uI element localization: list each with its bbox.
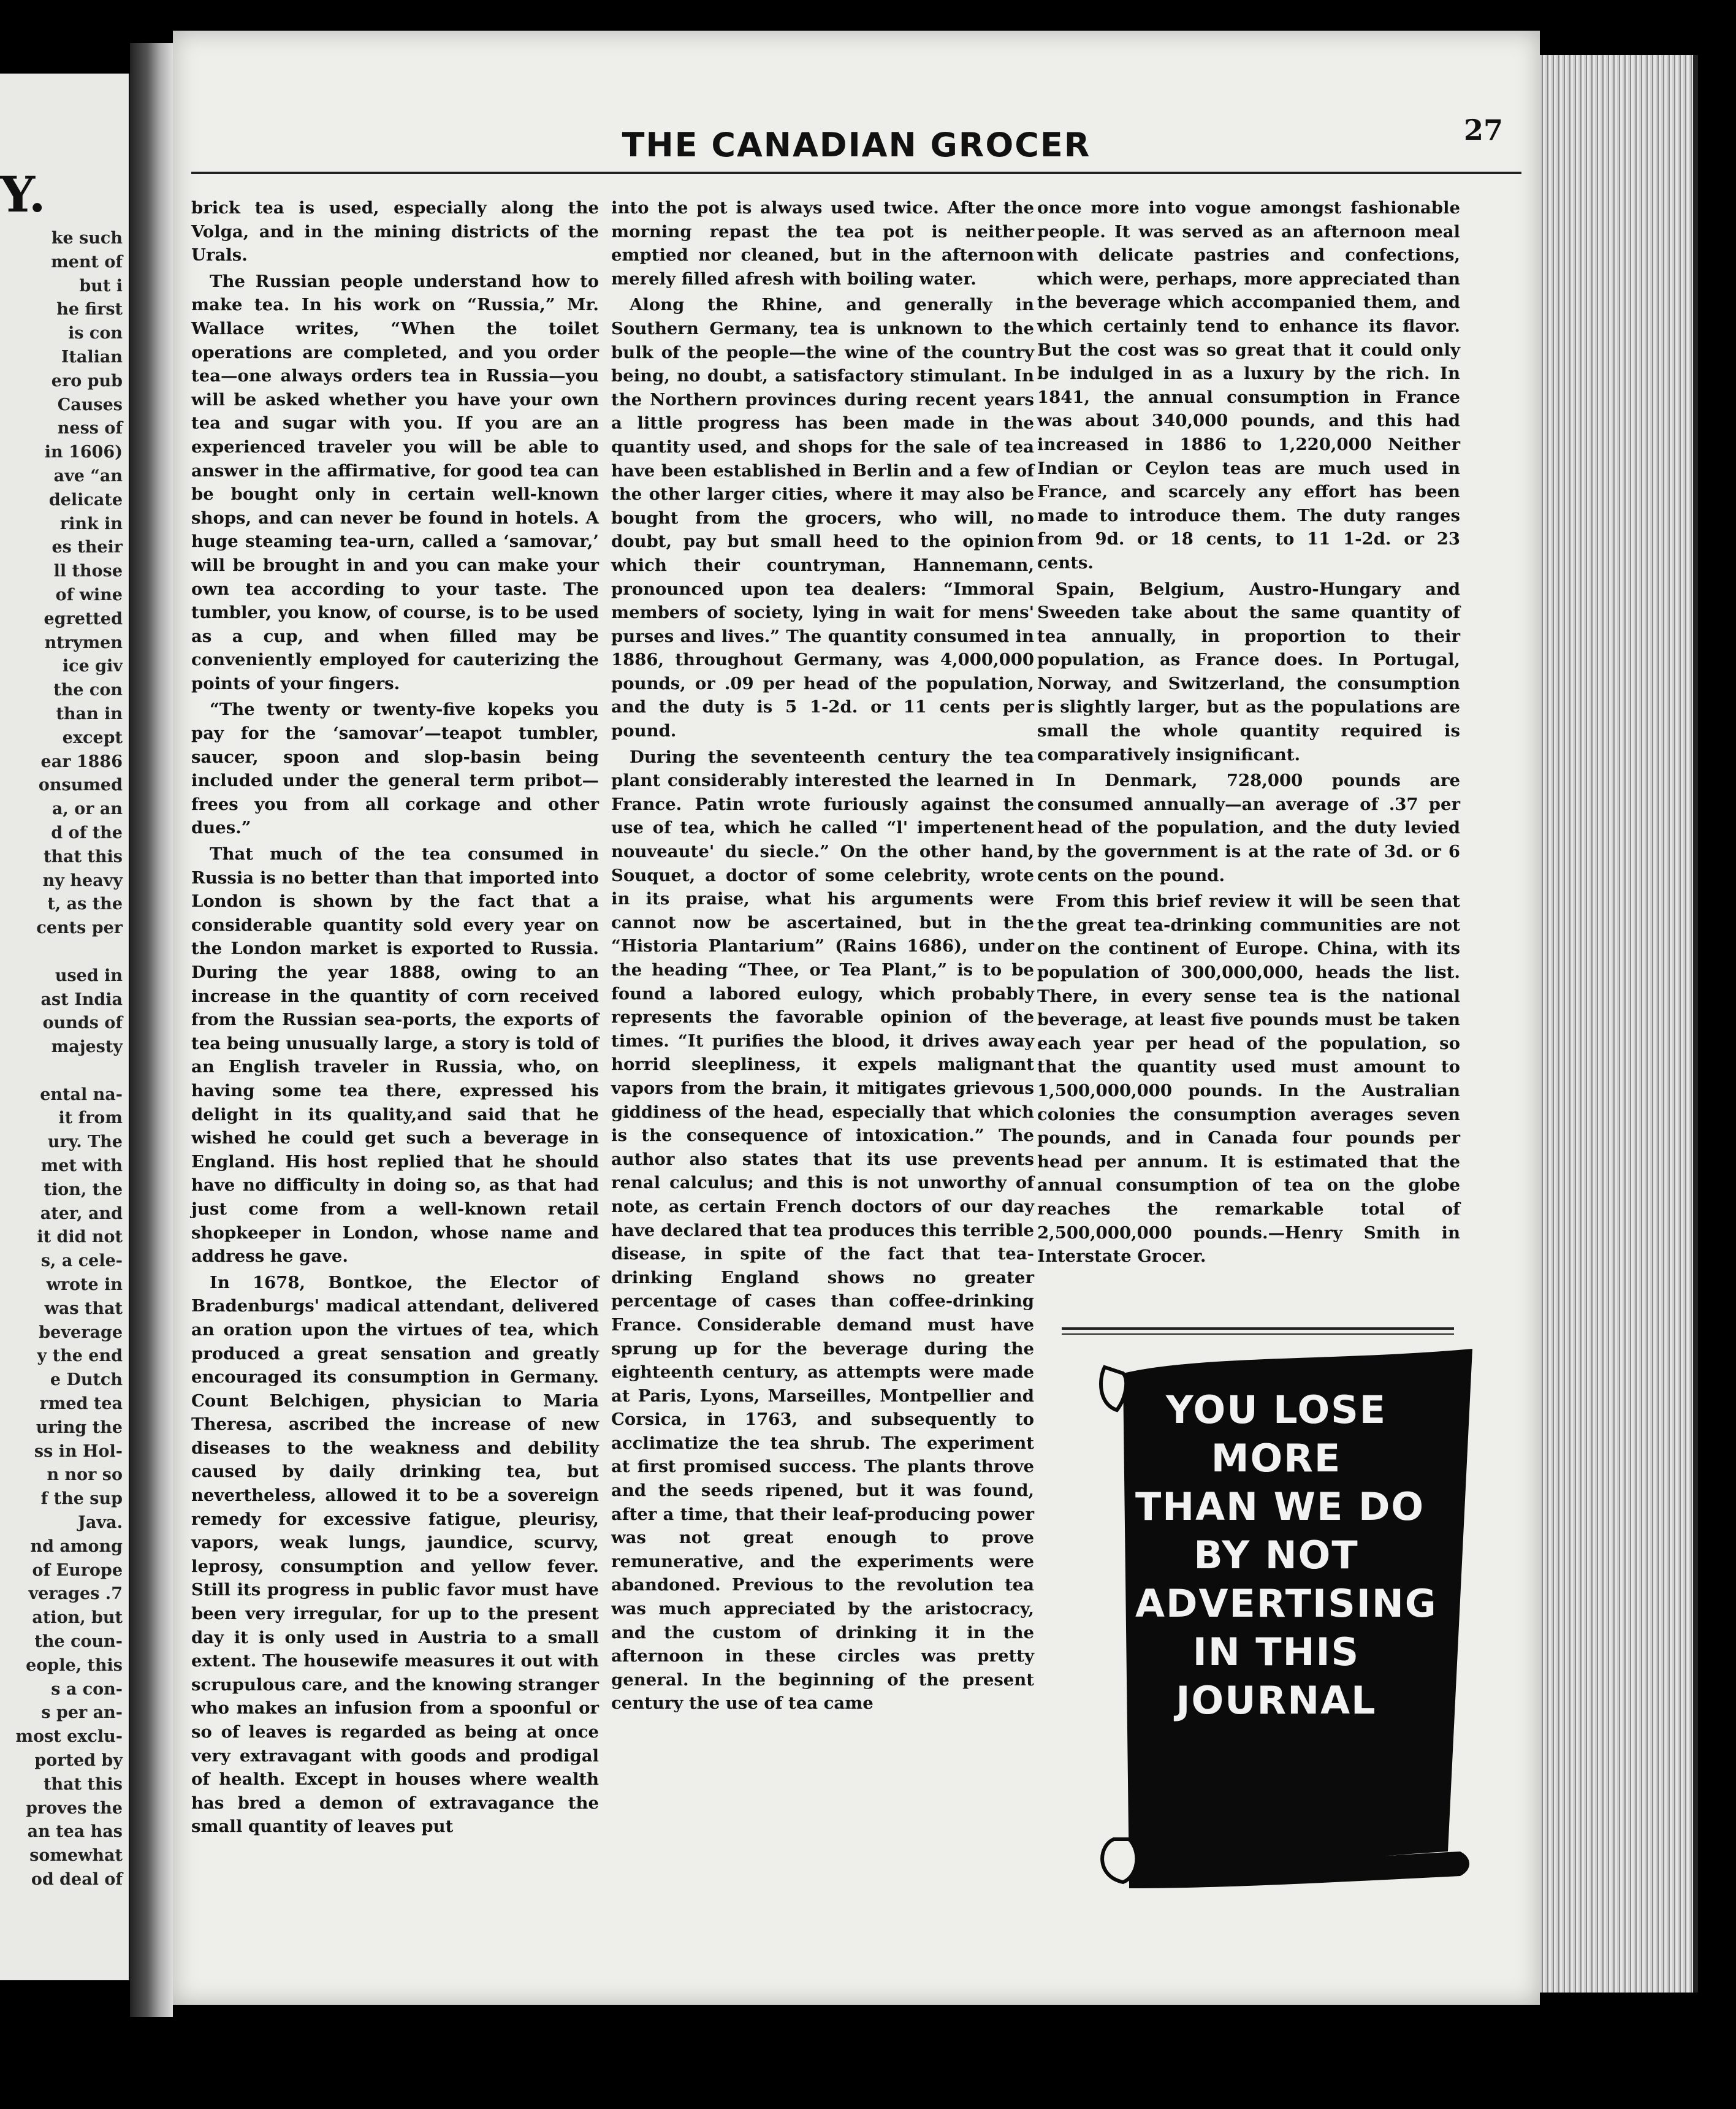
ad-line: ADVERTISING bbox=[1135, 1581, 1437, 1626]
paragraph: Along the Rhine, and generally in Southern Germany, tea is unknown to the bulk of the people—the wine of the country being, no doubt, a satisfactory stimulant. In the Northern provinces during recent years a little progress has been made in the quantity used, and shops for the sale of tea have been established in Berlin and a few of the other larger cities, where it may also be bought from the grocers, who will, no doubt, pay but small heed to the opinion which their countryman, Hannemann, pronounced upon tea dealers: “Immoral members of society, lying in wait for mens' purses and lives.” The quantity consumed in 1886, throughout Germany, was 4,000,000 pounds, or .09 per head of the population, and the duty is 5 1-2d. or 11 cents per pound. bbox=[611, 295, 1034, 741]
ad-line: THAN WE DO bbox=[1135, 1484, 1425, 1529]
paragraph: “The twenty or twenty-five kopeks you pay for the ‘samovar’—teapot tumbler, saucer, spoon and slop-basin being included under the general term pribot—frees you from all corkage and other dues.” bbox=[191, 700, 599, 838]
column-divider-rule bbox=[1062, 1333, 1454, 1335]
book-gutter bbox=[130, 43, 173, 2017]
publication-title: THE CANADIAN GROCER bbox=[622, 126, 1091, 164]
page-number: 27 bbox=[1463, 113, 1503, 147]
page-header bbox=[173, 92, 1540, 178]
left-page-text-fragment: ke such ment of but i he first is con Italian ero pub Causes ness of in 1606) ave “an delicate rink in es their ll those of wine egretted ntrymen ice giv the con than in except ear 1886 onsumed a, or an d of the that this ny heavy t, as the cents per used in ast India ounds of majesty ental na- it from ury. The met with tion, the ater, and it did not s, a cele- wrote in was that beverage y the end e Dutch rmed tea uring the ss in Hol- n nor so f the sup Java. nd among of Europe verages .7 ation, but the coun- eople, this s a con- s per an- most exclu- ported by that this proves the an tea has somewhat od deal of bbox=[15, 229, 123, 1889]
paragraph: That much of the tea consumed in Russia is no better than that imported into London is shown by the fact that a considerable quantity sold every year on the London market is exported to Russia. During the year 1888, owing to an increase in the quantity of corn received from the Russian sea-ports, the exports of tea being unusually large, a story is told of an English traveler in Russia, who, on having some tea there, expressed his delight in its quality,and said that he wished he could get such a beverage in England. His host replied that he should have no difficulty in doing so, as that had just come from a well-known retail shopkeeper in London, whose name and address he gave. bbox=[191, 844, 599, 1267]
article-column-1 bbox=[191, 196, 599, 1841]
paragraph: once more into vogue amongst fashionable people. It was served as an afternoon meal with delicate pastries and confections, which were, perhaps, more appreciated than the beverage which accompanied them, and which certainly tend to enhance its flavor. But the cost was so great that it could only be indulged in as a luxury by the rich. In 1841, the annual consumption in France was about 340,000 pounds, and this had increased in 1886 to 1,220,000 Neither Indian or Ceylon teas are much used in France, and scarcely any effort has been made to introduce them. The duty ranges from 9d. or 18 cents, to 11 1-2d. or 23 cents. bbox=[1037, 198, 1460, 573]
ad-line: YOU LOSE bbox=[1165, 1387, 1387, 1432]
paragraph: During the seventeenth century the tea plant considerably interested the learned in France. Patin wrote furiously against the use of tea, which he called “l' impertenent nouveaute' du siecle.” On the other hand, Souquet, a doctor of some celebrity, wrote in its praise, what his arguments were cannot now be ascertained, but in the “Historia Plantarium” (Rains 1686), under the heading “Thee, or Tea Plant,” is to be found a labored eulogy, which probably represents the favorable opinion of the times. “It purifies the blood, it drives away horrid sleepliness, it expels malignant vapors from the brain, it mitigates grievous giddiness of the head, especially that which is the consequence of intoxication.” The author also states that its use prevents renal calculus; and this is not unworthy of note, as certain French doctors of our day have declared that tea produces this terrible disease, in spite of the fact that tea-drinking England shows no greater percentage of cases than coffee-drinking France. Considerable demand must have sprung up for the beverage during the eighteenth century, as attempts were made at Paris, Lyons, Marseilles, Montpellier and Corsica, in 1763, and subsequently to acclimatize the tea shrub. The experiment at first promised success. The plants throve and the seeds ripened, but it was found, after a time, that their leaf-producing power was not great enough to prove remunerative, and the experiments were abandoned. Previous to the revolution tea was much appreciated by the aristocracy, and the custom of drinking it in the afternoon in these circles was pretty general. In the beginning of the present century the use of tea came bbox=[611, 747, 1034, 1714]
paragraph: brick tea is used, especially along the Volga, and in the mining districts of the Urals. bbox=[191, 198, 599, 265]
advertisement-text bbox=[1135, 1386, 1437, 1725]
ad-line: JOURNAL bbox=[1176, 1678, 1377, 1723]
ad-line: IN THIS bbox=[1192, 1630, 1360, 1674]
paragraph: Spain, Belgium, Austro-Hungary and Sweeden take about the same quantity of tea annually, in proportion to their population, as France does. In Portugal, Norway, and Switzerland, the consumption is slightly larger, but as the populations are small the whole quantity required is comparatively insignificant. bbox=[1037, 579, 1460, 765]
paragraph: From this brief review it will be seen that the great tea-drinking communities are not on the continent of Europe. China, with its population of 300,000,000, heads the list. There, in every sense tea is the national beverage, at least five pounds must be taken each year per head of the population, so that the quantity used must amount to 1,500,000,000 pounds. In the Australian colonies the consumption averages seven pounds, and in Canada four pounds per head per annum. It is estimated that the annual consumption of tea on the globe reaches the remarkable total of 2,500,000,000 pounds.—Henry Smith in Interstate Grocer. bbox=[1037, 891, 1460, 1267]
newspaper-page bbox=[173, 31, 1540, 2005]
book-page-edges bbox=[1540, 55, 1698, 1993]
header-rule bbox=[191, 172, 1521, 174]
article-column-3 bbox=[1037, 196, 1460, 1271]
column-divider-rule bbox=[1062, 1327, 1454, 1330]
paragraph: In 1678, Bontkoe, the Elector of Bradenburgs' madical attendant, delivered an oration upon the virtues of tea, which produced a great sensation and greatly encouraged its consumption in Germany. Count Belchigen, physician to Maria Theresa, ascribed the increase of new diseases to the weakness and debility caused by daily drinking tea, but nevertheless, allowed it to be a sovereign remedy for excessive fatigue, pleurisy, vapors, weak lungs, jaundice, scurvy, leprosy, consumption and yellow fever. Still its progress in public favor must have been very irregular, for up to the present day it is only used in Austria to a small extent. The housewife measures it out with scrupulous care, and the knowing stranger who makes an infusion from a spoonful or so of leaves is regarded as being at once very extravagant with goods and prodigal of health. Except in houses where wealth has bred a demon of extravagance the small quantity of leaves put bbox=[191, 1272, 599, 1837]
ad-line: MORE bbox=[1211, 1436, 1342, 1481]
paragraph: In Denmark, 728,000 pounds are consumed annually—an average of .37 per head of the population, and the duty levied by the government is at the rate of 3d. or 6 cents on the pound. bbox=[1037, 771, 1460, 885]
left-page-fragment bbox=[0, 74, 132, 1980]
article-column-2 bbox=[611, 196, 1034, 1718]
advertisement-scroll bbox=[1080, 1349, 1485, 1888]
ad-line: BY NOT bbox=[1194, 1533, 1359, 1577]
paragraph: The Russian people understand how to make tea. In his work on “Russia,” Mr. Wallace writes, “When the toilet operations are completed, and you order tea—one always orders tea in Russia—you will be asked whether you have your own tea and sugar with you. If you are an experienced traveler you will be able to answer in the affirmative, for good tea can be bought only in certain well-known shops, and can never be found in hotels. A huge steaming tea-urn, called a ‘samovar,’ will be brought in and you can make your own tea according to your taste. The tumbler, you know, of course, is to be used as a cup, and when filled may be conveniently employed for cauterizing the points of your fingers. bbox=[191, 271, 599, 693]
paragraph: into the pot is always used twice. After the morning repast the tea pot is neither emptied nor cleaned, but in the afternoon merely filled afresh with boiling water. bbox=[611, 198, 1034, 289]
left-page-heading-fragment: Y. bbox=[0, 166, 46, 223]
